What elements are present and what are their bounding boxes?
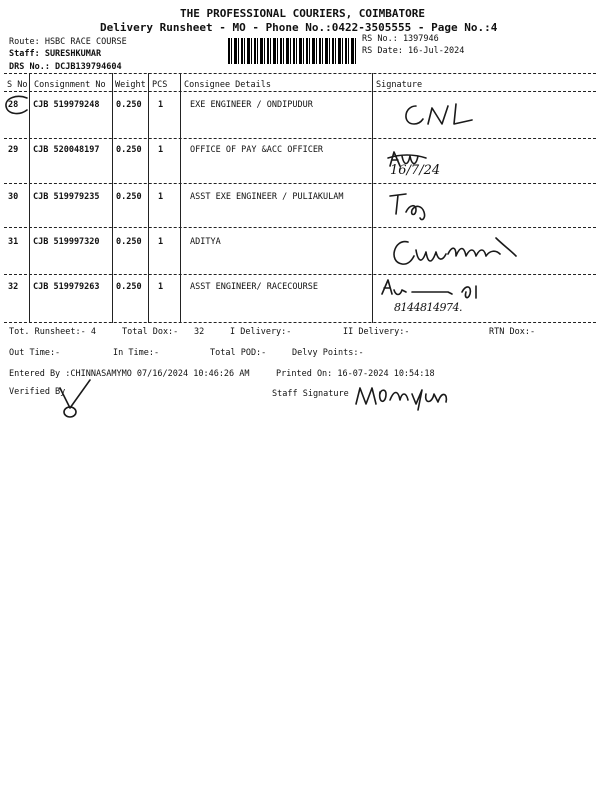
delvy-points: Delvy Points:-: [292, 348, 364, 358]
signature-row-30: [386, 192, 446, 222]
rtn-dox: RTN Dox:-: [489, 327, 536, 337]
signature-row-32: [378, 276, 498, 300]
runsheet-subtitle: Delivery Runsheet - MO - Phone No.:0422-3505555 - Page No.:4: [100, 21, 498, 34]
rs-number: RS No.: 1397946: [362, 34, 439, 44]
row-sno: 29: [8, 145, 19, 155]
row-consignee: ASST ENGINEER/ RACECOURSE: [190, 282, 318, 292]
row-consignee: ADITYA: [190, 237, 221, 247]
out-time: Out Time:-: [9, 348, 61, 358]
barcode: [228, 38, 356, 64]
row-weight: 0.250: [116, 100, 142, 110]
row-divider: [4, 227, 596, 228]
row-sno: 28: [8, 100, 19, 110]
row-pcs: 1: [158, 100, 164, 110]
row-weight: 0.250: [116, 192, 142, 202]
drs-number: DRS No.: DCJB139794604: [9, 62, 122, 72]
col-header-pcs: PCS: [152, 80, 168, 90]
row-sno: 30: [8, 192, 19, 202]
col-header-consignee: Consignee Details: [184, 80, 271, 90]
signature-row-28: [400, 100, 490, 130]
sno-circle-mark: [3, 94, 31, 118]
table-header-rule: [4, 91, 596, 92]
verified-by-signature: [56, 378, 96, 420]
col-header-weight: Weight: [115, 80, 146, 90]
row-consignment: CJB 519979248: [33, 100, 100, 110]
staff-signature: [354, 380, 464, 414]
col-divider: [148, 73, 149, 323]
col-divider: [180, 73, 181, 323]
tot-runsheet: Tot. Runsheet:- 4: [9, 327, 96, 337]
verified-by: Verified By: [9, 387, 66, 397]
row-consignment: CJB 519997320: [33, 237, 100, 247]
total-pod: Total POD:-: [210, 348, 267, 358]
row-pcs: 1: [158, 282, 164, 292]
table-top-rule: [4, 73, 596, 74]
row-consignee: EXE ENGINEER / ONDIPUDUR: [190, 100, 313, 110]
row-sno: 31: [8, 237, 19, 247]
col-header-sno: S No: [7, 80, 28, 90]
printed-on: Printed On: 16-07-2024 10:54:18: [276, 369, 435, 379]
row-divider: [4, 183, 596, 184]
row-consignment: CJB 519979263: [33, 282, 100, 292]
row-divider: [4, 274, 596, 275]
table-bottom-rule: [4, 322, 596, 323]
row-weight: 0.250: [116, 145, 142, 155]
company-title: THE PROFESSIONAL COURIERS, COIMBATORE: [180, 7, 426, 20]
row-consignee: OFFICE OF PAY &ACC OFFICER: [190, 145, 324, 155]
col-header-consignment: Consignment No: [34, 80, 106, 90]
in-time: In Time:-: [113, 348, 160, 358]
ii-delivery: II Delivery:-: [343, 327, 410, 337]
staff-label: Staff: SURESHKUMAR: [9, 49, 102, 59]
i-delivery: I Delivery:-: [230, 327, 292, 337]
col-header-signature: Signature: [376, 80, 423, 90]
row-pcs: 1: [158, 145, 164, 155]
route-label: Route: HSBC RACE COURSE: [9, 37, 127, 47]
row-consignment: CJB 520048197: [33, 145, 100, 155]
total-dox-label: Total Dox:-: [122, 327, 179, 337]
row-weight: 0.250: [116, 282, 142, 292]
staff-signature-label: Staff Signature: [272, 389, 349, 399]
entered-by: Entered By :CHINNASAMYMO 07/16/2024 10:46:26 AM: [9, 369, 250, 379]
signature-row-31: [386, 230, 526, 272]
rs-date: RS Date: 16-Jul-2024: [362, 46, 465, 56]
signature-date-row-29: 16/7/24: [390, 163, 441, 178]
row-consignment: CJB 519979235: [33, 192, 100, 202]
row-pcs: 1: [158, 237, 164, 247]
row-pcs: 1: [158, 192, 164, 202]
col-divider: [372, 73, 373, 323]
row-weight: 0.250: [116, 237, 142, 247]
total-dox-value: 32: [194, 327, 205, 337]
row-divider: [4, 138, 596, 139]
row-consignee: ASST EXE ENGINEER / PULIAKULAM: [190, 192, 344, 202]
col-divider: [112, 73, 113, 323]
row-sno: 32: [8, 282, 19, 292]
signature-phone-row-32: 8144814974.: [394, 301, 462, 314]
